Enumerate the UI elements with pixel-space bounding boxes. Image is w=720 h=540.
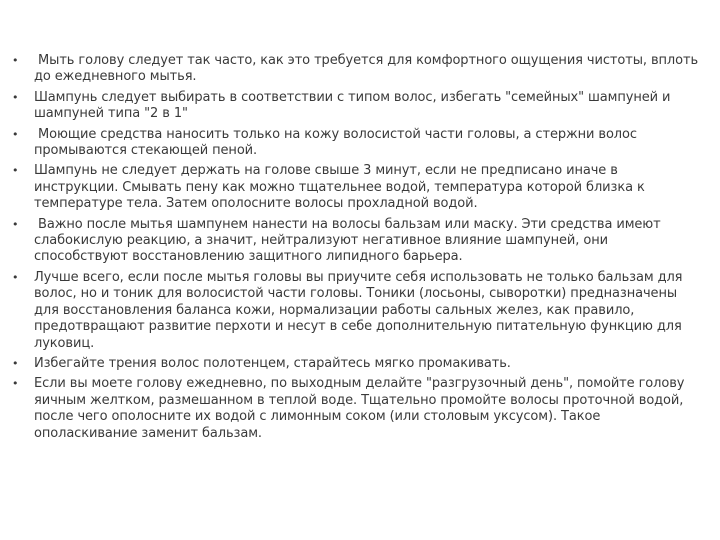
list-item-text: Шампунь следует выбирать в соответствии с типом волос, избегать "семейных" шампуней и шампуней типа "2 в 1" bbox=[34, 89, 675, 122]
list-item bbox=[12, 163, 702, 212]
list-item bbox=[12, 270, 702, 352]
list-item-text: Моющие средства наносить только на кожу волосистой части головы, а стержни волос промываются стекающей пеной. bbox=[34, 126, 641, 159]
list-item-text: Избегайте трения волос полотенцем, старайтесь мягко промакивать. bbox=[34, 355, 511, 371]
list-item bbox=[12, 53, 702, 86]
bullet-icon: • bbox=[12, 54, 19, 67]
list-item bbox=[12, 356, 702, 372]
list-item-text: Лучше всего, если после мытья головы вы приучите себя использовать не только бальзам для волос, но и тоник для волосистой части головы. Тоники (лосьоны, сыворотки) предназначены для восстановления баланса кожи, нормализации работы сальных желез, как правило, предотвращают развитие перхоти и несут в себе дополнительную питательную функцию для луковиц. bbox=[34, 269, 687, 351]
list-item-text: Мыть голову следует так часто, как это требуется для комфортного ощущения чистоты, вплоть до ежедневного мытья. bbox=[34, 53, 703, 85]
list-item-text: Важно после мытья шампунем нанести на волосы бальзам или маску. Эти средства имеют слабокислую реакцию, а значит, нейтрализуют негативное влияние шампуней, они способствуют восстановлению защитного липидного барьера. bbox=[34, 216, 665, 265]
list-item bbox=[12, 217, 702, 266]
bullet-icon: • bbox=[12, 270, 19, 284]
bullet-icon: • bbox=[12, 127, 19, 141]
bullet-icon: • bbox=[12, 164, 19, 178]
bullet-icon: • bbox=[12, 377, 19, 391]
list-item bbox=[12, 127, 702, 160]
bullet-icon: • bbox=[12, 356, 19, 370]
bullet-icon: • bbox=[12, 90, 19, 104]
list-item bbox=[12, 90, 702, 123]
list-item bbox=[12, 376, 702, 442]
list-item-text: Шампунь не следует держать на голове свыше 3 минут, если не предписано иначе в инструкции. Смывать пену как можно тщательнее водой, температура которой близка к температуре тела. Затем ополосните волосы прохладной водой. bbox=[34, 163, 649, 212]
bullet-list bbox=[12, 53, 702, 446]
bullet-icon: • bbox=[12, 217, 19, 231]
list-item-text: Если вы моете голову ежедневно, по выходным делайте "разгрузочный день", помойте голову яичным желтком, размешанном в теплой воде. Тщательно промойте волосы проточной водой, после чего ополосните их водой с лимонным соком (или столовым уксусом). Такое ополаскивание заменит бальзам. bbox=[34, 376, 689, 441]
